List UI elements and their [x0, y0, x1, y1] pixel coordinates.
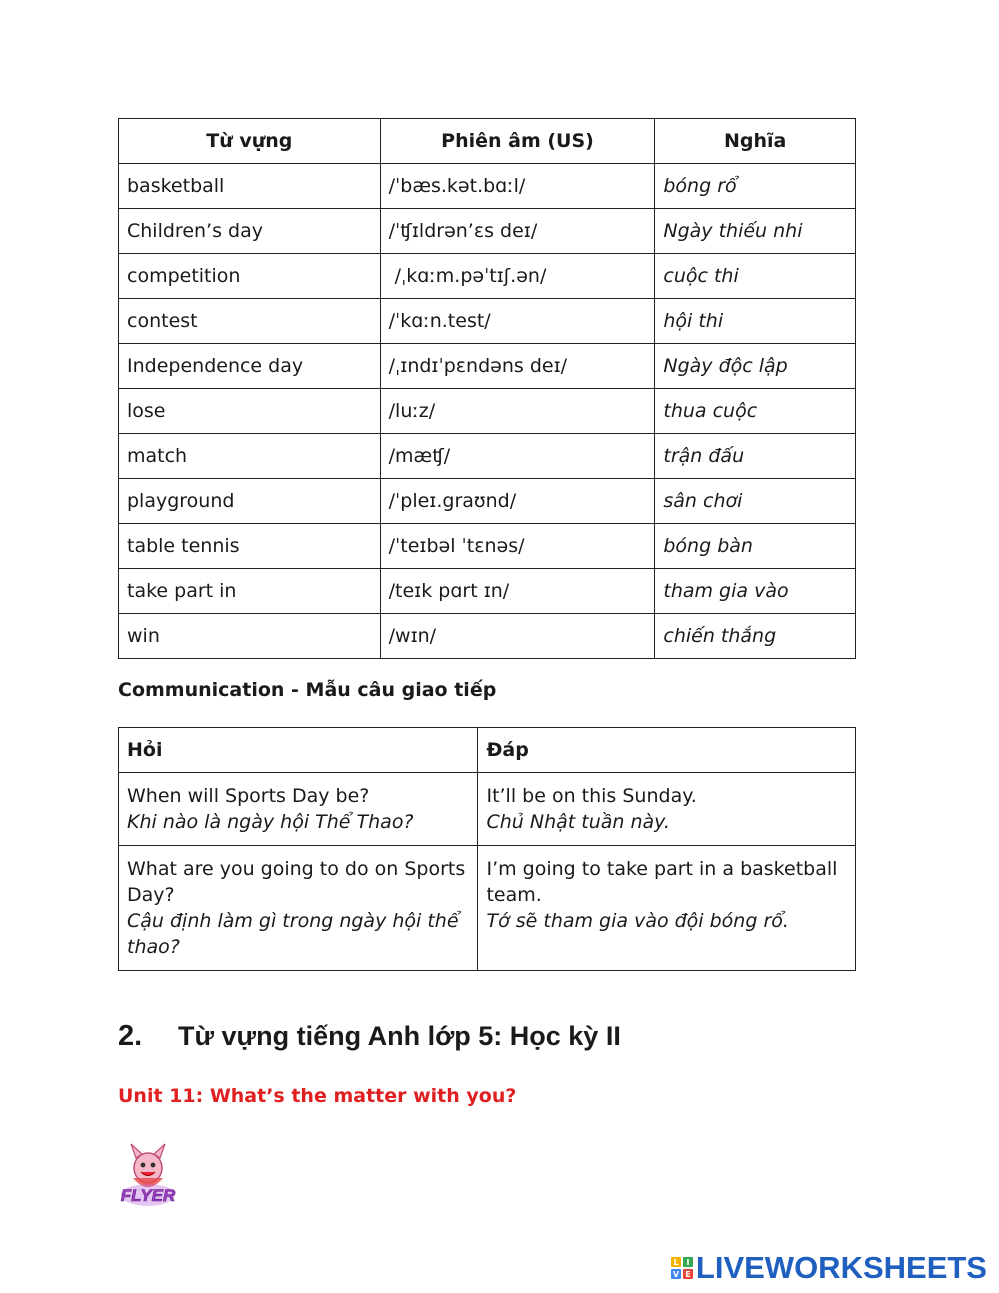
vocab-meaning: chiến thắng	[655, 614, 856, 659]
vocabulary-row	[119, 479, 856, 524]
question-vietnamese: Khi nào là ngày hội Thể Thao?	[127, 811, 414, 833]
communication-row	[119, 773, 856, 846]
vocabulary-header-row	[119, 119, 856, 164]
vocabulary-row	[119, 209, 856, 254]
vocab-meaning: cuộc thi	[655, 254, 856, 299]
vocab-word: competition	[119, 254, 381, 299]
vocab-meaning: trận đấu	[655, 434, 856, 479]
vocabulary-row	[119, 389, 856, 434]
vocab-meaning: bóng bàn	[655, 524, 856, 569]
answer-vietnamese: Tớ sẽ tham gia vào đội bóng rổ.	[486, 910, 789, 932]
question-english: What are you going to do on Sports Day?	[127, 858, 466, 906]
header-answer: Đáp	[478, 728, 856, 773]
watermark-text: LIVEWORKSHEETS	[695, 1250, 987, 1285]
vocabulary-row	[119, 569, 856, 614]
vocab-pronunciation: /wɪn/	[380, 614, 655, 659]
vocab-pronunciation: /ˌkɑːm.pəˈtɪʃ.ən/	[380, 254, 655, 299]
vocab-word: playground	[119, 479, 381, 524]
answer-english: It’ll be on this Sunday.	[486, 785, 697, 807]
svg-text:I: I	[686, 1258, 690, 1267]
communication-title: Communication - Mẫu câu giao tiếp	[118, 679, 497, 701]
section-title: Từ vựng tiếng Anh lớp 5: Học kỳ II	[178, 1021, 621, 1051]
vocab-meaning: tham gia vào	[655, 569, 856, 614]
vocab-pronunciation: /teɪk pɑrt ɪn/	[380, 569, 655, 614]
question-english: When will Sports Day be?	[127, 785, 370, 807]
communication-row	[119, 846, 856, 971]
answer-vietnamese: Chủ Nhật tuần này.	[486, 811, 670, 833]
answer-english: I’m going to take part in a basketball team.	[486, 858, 838, 906]
vocab-pronunciation: /ˈbæs.kət.bɑːl/	[380, 164, 655, 209]
vocab-word: Independence day	[119, 344, 381, 389]
vocabulary-row	[119, 299, 856, 344]
vocabulary-row	[119, 164, 856, 209]
svg-text:L: L	[673, 1258, 679, 1267]
vocabulary-row	[119, 254, 856, 299]
section-number: 2.	[118, 1020, 143, 1052]
svg-text:V: V	[672, 1270, 680, 1279]
answer-cell	[478, 846, 856, 971]
svg-text:E: E	[685, 1270, 691, 1279]
vocabulary-row	[119, 434, 856, 479]
vocab-word: contest	[119, 299, 381, 344]
flyer-mascot-logo	[117, 1140, 179, 1210]
logo-text: FLYER	[120, 1186, 176, 1205]
vocab-pronunciation: /ˌɪndɪˈpɛndəns deɪ/	[380, 344, 655, 389]
question-cell	[119, 773, 478, 846]
header-question: Hỏi	[119, 728, 478, 773]
question-vietnamese: Cậu định làm gì trong ngày hội thể thao?	[127, 910, 459, 958]
answer-cell	[478, 773, 856, 846]
vocab-meaning: hội thi	[655, 299, 856, 344]
vocab-meaning: Ngày thiếu nhi	[655, 209, 856, 254]
section-heading	[118, 1020, 621, 1053]
liveworksheets-logo-icon	[670, 1255, 694, 1281]
vocab-pronunciation: /mæʧ/	[380, 434, 655, 479]
vocab-pronunciation: /ˈteɪbəl ˈtɛnəs/	[380, 524, 655, 569]
vocab-pronunciation: /ˈkɑːn.test/	[380, 299, 655, 344]
vocab-meaning: thua cuộc	[655, 389, 856, 434]
question-cell	[119, 846, 478, 971]
header-word: Từ vựng	[119, 119, 381, 164]
vocab-meaning: bóng rổ	[655, 164, 856, 209]
vocabulary-row	[119, 614, 856, 659]
vocab-word: Children’s day	[119, 209, 381, 254]
vocab-word: win	[119, 614, 381, 659]
communication-header-row	[119, 728, 856, 773]
vocab-word: take part in	[119, 569, 381, 614]
vocabulary-row	[119, 344, 856, 389]
communication-table	[118, 727, 856, 971]
vocab-word: basketball	[119, 164, 381, 209]
vocab-word: table tennis	[119, 524, 381, 569]
header-pronunciation: Phiên âm (US)	[380, 119, 655, 164]
vocab-meaning: sân chơi	[655, 479, 856, 524]
vocab-pronunciation: /ˈpleɪ.graʊnd/	[380, 479, 655, 524]
vocab-meaning: Ngày độc lập	[655, 344, 856, 389]
vocab-word: match	[119, 434, 381, 479]
header-meaning: Nghĩa	[655, 119, 856, 164]
vocabulary-row	[119, 524, 856, 569]
vocab-pronunciation: /luːz/	[380, 389, 655, 434]
vocabulary-table	[118, 118, 856, 659]
liveworksheets-watermark	[670, 1250, 987, 1286]
unit-heading: Unit 11: What’s the matter with you?	[118, 1085, 517, 1107]
vocab-word: lose	[119, 389, 381, 434]
vocab-pronunciation: /ˈʧɪldrən’ɛs deɪ/	[380, 209, 655, 254]
